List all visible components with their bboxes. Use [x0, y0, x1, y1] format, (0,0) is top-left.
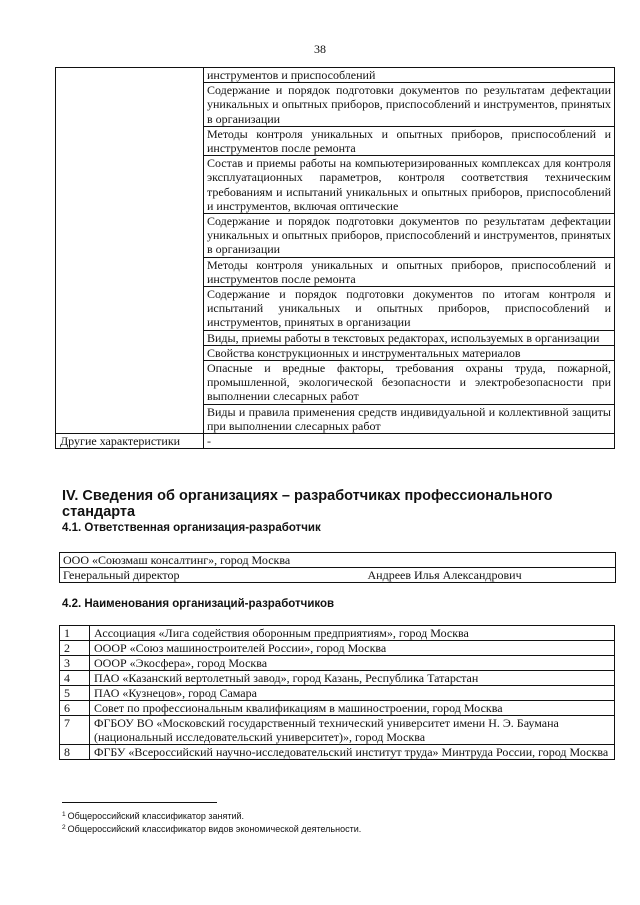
row-number: 3: [60, 656, 90, 671]
row-number: 2: [60, 641, 90, 656]
position-title: Генеральный директор: [60, 568, 365, 583]
knowledge-item: Содержание и порядок подготовки документов по итогам контроля и испытаний уникальных и опытных приборов, приспособлений и инструментов, принятых в организации: [204, 287, 615, 331]
knowledge-item: инструментов и приспособлений: [204, 68, 615, 83]
table-row: [60, 568, 616, 583]
other-characteristics-value: -: [204, 434, 615, 449]
section-title: IV. Сведения об организациях – разработчиках профессионального стандарта: [62, 488, 553, 520]
knowledge-item: Виды и правила применения средств индивидуальной и коллективной защиты при выполнении слесарных работ: [204, 404, 615, 433]
knowledge-item: Опасные и вредные факторы, требования охраны труда, пожарной, промышленной, экологической безопасности и электробезопасности при выполнении слесарных работ: [204, 361, 615, 405]
knowledge-item: Методы контроля уникальных и опытных приборов, приспособлений и инструментов после ремонта: [204, 257, 615, 286]
row-number: 6: [60, 701, 90, 716]
responsible-org-table: [59, 552, 616, 583]
table-row: [60, 716, 615, 745]
table-row: [60, 656, 615, 671]
developers-heading: 4.2. Наименования организаций-разработчиков: [62, 598, 335, 610]
row-number: 4: [60, 671, 90, 686]
footnote-mark: 1: [62, 811, 66, 818]
developer-name: Совет по профессиональным квалификациям в машиностроении, город Москва: [90, 701, 615, 716]
row-number: 7: [60, 716, 90, 745]
person-name: Андреев Илья Александрович: [365, 568, 616, 583]
knowledge-table: [55, 67, 615, 449]
table-row: [60, 686, 615, 701]
knowledge-item: Виды, приемы работы в текстовых редакторах, используемых в организации: [204, 330, 615, 345]
table-row: [60, 701, 615, 716]
page-number: 38: [314, 42, 326, 56]
developer-name: ПАО «Казанский вертолетный завод», город Казань, Республика Татарстан: [90, 671, 615, 686]
footnote: [62, 809, 244, 822]
developer-name: ФГБОУ ВО «Московский государственный технический университет имени Н. Э. Баумана (национальный исследовательский университет)», город Москва: [90, 716, 615, 745]
developer-name: ОООР «Экосфера», город Москва: [90, 656, 615, 671]
table-row: [60, 553, 616, 568]
row-number: 5: [60, 686, 90, 701]
knowledge-item: Содержание и порядок подготовки документов по результатам дефектации уникальных и опытных приборов, приспособлений и инструментов, принятых в организации: [204, 214, 615, 258]
footnote-text: Общероссийский классификатор занятий.: [67, 811, 245, 821]
responsible-org-heading: 4.1. Ответственная организация-разработчик: [62, 522, 321, 534]
footnote-text: Общероссийский классификатор видов экономической деятельности.: [67, 824, 362, 834]
developer-name: ОООР «Союз машиностроителей России», город Москва: [90, 641, 615, 656]
knowledge-item: Свойства конструкционных и инструментальных материалов: [204, 345, 615, 360]
table-row: [60, 641, 615, 656]
table-row: [56, 434, 615, 449]
knowledge-item: Состав и приемы работы на компьютеризированных комплексах для контроля эксплуатационных параметров, контроля соответствия техническим требованиям и испытаний уникальных и опытных приборов, приспособлений и инструментов, включая оптические: [204, 156, 615, 214]
org-name: ООО «Союзмаш консалтинг», город Москва: [60, 553, 616, 568]
table-row: [60, 745, 615, 760]
table-row: [60, 671, 615, 686]
label-cell-empty: [56, 68, 204, 434]
knowledge-item: Содержание и порядок подготовки документов по результатам дефектации уникальных и опытных приборов, приспособлений и инструментов, принятых в организации: [204, 83, 615, 127]
footnote-mark: 2: [62, 824, 66, 831]
footnote: [62, 822, 361, 835]
row-number: 8: [60, 745, 90, 760]
developer-name: ФГБУ «Всероссийский научно-исследовательский институт труда» Минтруда России, город Москва: [90, 745, 615, 760]
footnote-divider: [62, 802, 217, 803]
other-characteristics-label: Другие характеристики: [56, 434, 204, 449]
developers-table: [59, 625, 615, 760]
table-row: [56, 68, 615, 83]
developer-name: Ассоциация «Лига содействия оборонным предприятиям», город Москва: [90, 626, 615, 641]
developer-name: ПАО «Кузнецов», город Самара: [90, 686, 615, 701]
knowledge-item: Методы контроля уникальных и опытных приборов, приспособлений и инструментов после ремонта: [204, 126, 615, 155]
table-row: [60, 626, 615, 641]
row-number: 1: [60, 626, 90, 641]
